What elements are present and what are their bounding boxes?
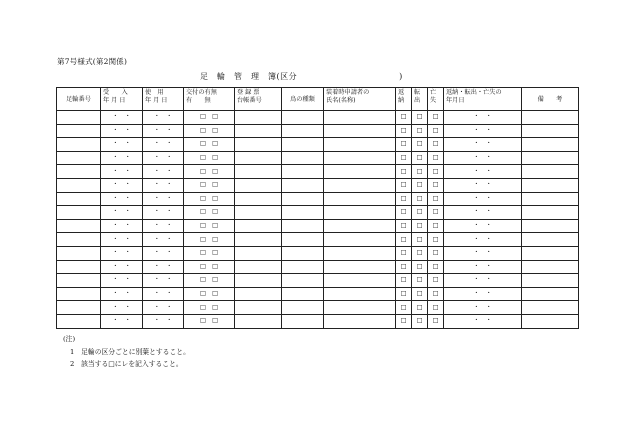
table-row <box>57 192 579 206</box>
received-date-cell[interactable]: ・ ・ <box>101 246 143 260</box>
bird-kind-cell[interactable] <box>282 233 324 247</box>
disposal-date-cell[interactable]: ・ ・ <box>444 138 522 152</box>
document-title: 足 輪 管 理 簿(区分 ) <box>200 72 403 81</box>
bird-kind-cell[interactable] <box>282 192 324 206</box>
header-issued-line1: 交付の有無 <box>186 89 217 96</box>
bird-kind-cell[interactable] <box>282 124 324 138</box>
transferred-checkbox-cell[interactable]: □ <box>412 111 428 125</box>
received-date-cell[interactable]: ・ ・ <box>101 192 143 206</box>
applicant-name-cell[interactable] <box>324 274 396 288</box>
ring-number-cell[interactable] <box>57 151 101 165</box>
table-row <box>57 287 579 301</box>
lost-checkbox-cell[interactable]: □ <box>428 246 444 260</box>
remarks-cell[interactable] <box>522 138 579 152</box>
table-row <box>57 111 579 125</box>
returned-checkbox-cell[interactable]: □ <box>396 314 412 328</box>
remarks-cell[interactable] <box>522 287 579 301</box>
ring-number-cell[interactable] <box>57 274 101 288</box>
header-received-line2: 年 月 日 <box>103 97 126 104</box>
issued-checkbox-cell[interactable]: □ □ <box>184 246 235 260</box>
returned-checkbox-cell[interactable]: □ <box>396 124 412 138</box>
header-row <box>57 88 579 111</box>
disposal-date-cell[interactable]: ・ ・ <box>444 192 522 206</box>
header-disposal-line2: 年月日 <box>446 97 465 104</box>
registry-number-cell[interactable] <box>235 233 282 247</box>
used-date-cell[interactable]: ・ ・ <box>143 124 184 138</box>
returned-checkbox-cell[interactable]: □ <box>396 151 412 165</box>
bird-kind-cell[interactable] <box>282 219 324 233</box>
header-used-line1: 使 用 <box>145 89 164 96</box>
returned-checkbox-cell[interactable]: □ <box>396 178 412 192</box>
transferred-checkbox-cell[interactable]: □ <box>412 165 428 179</box>
lost-checkbox-cell[interactable]: □ <box>428 206 444 220</box>
lost-checkbox-cell[interactable]: □ <box>428 178 444 192</box>
lost-checkbox-cell[interactable]: □ <box>428 111 444 125</box>
bird-kind-cell[interactable] <box>282 138 324 152</box>
remarks-cell[interactable] <box>522 260 579 274</box>
disposal-date-cell[interactable]: ・ ・ <box>444 165 522 179</box>
header-ring-number: 足輪番号 <box>57 88 101 111</box>
header-disposal-date <box>444 88 522 111</box>
applicant-name-cell[interactable] <box>324 111 396 125</box>
transferred-checkbox-cell[interactable]: □ <box>412 206 428 220</box>
applicant-name-cell[interactable] <box>324 124 396 138</box>
transferred-checkbox-cell[interactable]: □ <box>412 219 428 233</box>
transferred-checkbox-cell[interactable]: □ <box>412 124 428 138</box>
received-date-cell[interactable]: ・ ・ <box>101 260 143 274</box>
header-lost <box>428 88 444 111</box>
remarks-cell[interactable] <box>522 124 579 138</box>
disposal-date-cell[interactable]: ・ ・ <box>444 219 522 233</box>
bird-kind-cell[interactable] <box>282 274 324 288</box>
received-date-cell[interactable]: ・ ・ <box>101 219 143 233</box>
disposal-date-cell[interactable]: ・ ・ <box>444 206 522 220</box>
issued-checkbox-cell[interactable]: □ □ <box>184 260 235 274</box>
issued-checkbox-cell[interactable]: □ □ <box>184 219 235 233</box>
header-registry-line2: 台帳番号 <box>237 97 262 104</box>
disposal-date-cell[interactable]: ・ ・ <box>444 314 522 328</box>
remarks-cell[interactable] <box>522 151 579 165</box>
header-received-date <box>101 88 143 111</box>
applicant-name-cell[interactable] <box>324 138 396 152</box>
disposal-date-cell[interactable]: ・ ・ <box>444 274 522 288</box>
received-date-cell[interactable]: ・ ・ <box>101 274 143 288</box>
bird-kind-cell[interactable] <box>282 287 324 301</box>
bird-kind-cell[interactable] <box>282 178 324 192</box>
table-row <box>57 138 579 152</box>
header-applicant-line1: 装着時申請者の <box>326 89 370 96</box>
received-date-cell[interactable]: ・ ・ <box>101 301 143 315</box>
header-applicant-name <box>324 88 396 111</box>
table-row <box>57 314 579 328</box>
bird-kind-cell[interactable] <box>282 314 324 328</box>
header-registry-line1: 登 録 票 <box>237 89 260 96</box>
note-2: 2 該当する□にレを記入すること。 <box>70 360 183 368</box>
remarks-cell[interactable] <box>522 274 579 288</box>
returned-checkbox-cell[interactable]: □ <box>396 287 412 301</box>
table-row <box>57 178 579 192</box>
ring-number-cell[interactable] <box>57 301 101 315</box>
ring-number-cell[interactable] <box>57 314 101 328</box>
remarks-cell[interactable] <box>522 246 579 260</box>
applicant-name-cell[interactable] <box>324 178 396 192</box>
header-returned-line1: 返 <box>398 89 405 96</box>
used-date-cell[interactable]: ・ ・ <box>143 165 184 179</box>
used-date-cell[interactable]: ・ ・ <box>143 246 184 260</box>
received-date-cell[interactable]: ・ ・ <box>101 138 143 152</box>
ring-number-cell[interactable] <box>57 206 101 220</box>
header-remarks: 備 考 <box>522 88 579 111</box>
header-used-date <box>143 88 184 111</box>
form-number-label: 第7号様式(第2関係) <box>57 57 128 66</box>
bird-kind-cell[interactable] <box>282 246 324 260</box>
disposal-date-cell[interactable]: ・ ・ <box>444 178 522 192</box>
received-date-cell[interactable]: ・ ・ <box>101 178 143 192</box>
transferred-checkbox-cell[interactable]: □ <box>412 274 428 288</box>
remarks-cell[interactable] <box>522 178 579 192</box>
applicant-name-cell[interactable] <box>324 260 396 274</box>
transferred-checkbox-cell[interactable]: □ <box>412 314 428 328</box>
received-date-cell[interactable]: ・ ・ <box>101 233 143 247</box>
received-date-cell[interactable]: ・ ・ <box>101 287 143 301</box>
ring-number-cell[interactable] <box>57 287 101 301</box>
bird-kind-cell[interactable] <box>282 111 324 125</box>
returned-checkbox-cell[interactable]: □ <box>396 206 412 220</box>
used-date-cell[interactable]: ・ ・ <box>143 219 184 233</box>
returned-checkbox-cell[interactable]: □ <box>396 246 412 260</box>
returned-checkbox-cell[interactable]: □ <box>396 111 412 125</box>
lost-checkbox-cell[interactable]: □ <box>428 138 444 152</box>
used-date-cell[interactable]: ・ ・ <box>143 314 184 328</box>
returned-checkbox-cell[interactable]: □ <box>396 165 412 179</box>
disposal-date-cell[interactable]: ・ ・ <box>444 151 522 165</box>
header-transferred-line1: 転 <box>414 89 421 96</box>
registry-number-cell[interactable] <box>235 206 282 220</box>
registry-number-cell[interactable] <box>235 151 282 165</box>
disposal-date-cell[interactable]: ・ ・ <box>444 246 522 260</box>
remarks-cell[interactable] <box>522 206 579 220</box>
transferred-checkbox-cell[interactable]: □ <box>412 178 428 192</box>
received-date-cell[interactable]: ・ ・ <box>101 124 143 138</box>
bird-kind-cell[interactable] <box>282 206 324 220</box>
issued-checkbox-cell[interactable]: □ □ <box>184 138 235 152</box>
used-date-cell[interactable]: ・ ・ <box>143 192 184 206</box>
applicant-name-cell[interactable] <box>324 301 396 315</box>
ring-number-cell[interactable] <box>57 138 101 152</box>
returned-checkbox-cell[interactable]: □ <box>396 219 412 233</box>
transferred-checkbox-cell[interactable]: □ <box>412 233 428 247</box>
remarks-cell[interactable] <box>522 165 579 179</box>
ring-number-cell[interactable] <box>57 260 101 274</box>
returned-checkbox-cell[interactable]: □ <box>396 233 412 247</box>
issued-checkbox-cell[interactable]: □ □ <box>184 274 235 288</box>
lost-checkbox-cell[interactable]: □ <box>428 274 444 288</box>
issued-checkbox-cell[interactable]: □ □ <box>184 314 235 328</box>
table-row <box>57 274 579 288</box>
transferred-checkbox-cell[interactable]: □ <box>412 246 428 260</box>
header-transferred-line2: 出 <box>414 97 421 104</box>
transferred-checkbox-cell[interactable]: □ <box>412 151 428 165</box>
registry-number-cell[interactable] <box>235 260 282 274</box>
registry-number-cell[interactable] <box>235 178 282 192</box>
header-returned-line2: 納 <box>398 97 405 104</box>
received-date-cell[interactable]: ・ ・ <box>101 206 143 220</box>
remarks-cell[interactable] <box>522 301 579 315</box>
registry-number-cell[interactable] <box>235 219 282 233</box>
lost-checkbox-cell[interactable]: □ <box>428 287 444 301</box>
disposal-date-cell[interactable]: ・ ・ <box>444 124 522 138</box>
ring-number-cell[interactable] <box>57 178 101 192</box>
ring-number-cell[interactable] <box>57 246 101 260</box>
returned-checkbox-cell[interactable]: □ <box>396 260 412 274</box>
applicant-name-cell[interactable] <box>324 165 396 179</box>
issued-checkbox-cell[interactable]: □ □ <box>184 206 235 220</box>
disposal-date-cell[interactable]: ・ ・ <box>444 233 522 247</box>
used-date-cell[interactable]: ・ ・ <box>143 301 184 315</box>
transferred-checkbox-cell[interactable]: □ <box>412 260 428 274</box>
transferred-checkbox-cell[interactable]: □ <box>412 138 428 152</box>
remarks-cell[interactable] <box>522 219 579 233</box>
lost-checkbox-cell[interactable]: □ <box>428 151 444 165</box>
issued-checkbox-cell[interactable]: □ □ <box>184 287 235 301</box>
note-1: 1 足輪の区分ごとに別葉とすること。 <box>70 347 190 356</box>
disposal-date-cell[interactable]: ・ ・ <box>444 301 522 315</box>
issued-checkbox-cell[interactable]: □ □ <box>184 151 235 165</box>
ring-number-cell[interactable] <box>57 219 101 233</box>
lost-checkbox-cell[interactable]: □ <box>428 314 444 328</box>
used-date-cell[interactable]: ・ ・ <box>143 206 184 220</box>
returned-checkbox-cell[interactable]: □ <box>396 192 412 206</box>
bird-kind-cell[interactable] <box>282 151 324 165</box>
remarks-cell[interactable] <box>522 111 579 125</box>
lost-checkbox-cell[interactable]: □ <box>428 301 444 315</box>
issued-checkbox-cell[interactable]: □ □ <box>184 301 235 315</box>
table-row <box>57 301 579 315</box>
ring-register-table <box>56 87 579 329</box>
lost-checkbox-cell[interactable]: □ <box>428 219 444 233</box>
used-date-cell[interactable]: ・ ・ <box>143 111 184 125</box>
table-row <box>57 246 579 260</box>
ring-number-cell[interactable] <box>57 124 101 138</box>
ring-number-cell[interactable] <box>57 111 101 125</box>
used-date-cell[interactable]: ・ ・ <box>143 274 184 288</box>
registry-number-cell[interactable] <box>235 138 282 152</box>
registry-number-cell[interactable] <box>235 274 282 288</box>
bird-kind-cell[interactable] <box>282 301 324 315</box>
transferred-checkbox-cell[interactable]: □ <box>412 192 428 206</box>
applicant-name-cell[interactable] <box>324 151 396 165</box>
bird-kind-cell[interactable] <box>282 165 324 179</box>
applicant-name-cell[interactable] <box>324 246 396 260</box>
applicant-name-cell[interactable] <box>324 233 396 247</box>
header-lost-line1: 亡 <box>430 89 437 96</box>
applicant-name-cell[interactable] <box>324 219 396 233</box>
registry-number-cell[interactable] <box>235 314 282 328</box>
header-disposal-line1: 返納・転出・亡失の <box>446 89 502 96</box>
remarks-cell[interactable] <box>522 314 579 328</box>
disposal-date-cell[interactable]: ・ ・ <box>444 287 522 301</box>
header-lost-line2: 失 <box>430 97 437 104</box>
header-issued-status <box>184 88 235 111</box>
lost-checkbox-cell[interactable]: □ <box>428 165 444 179</box>
issued-checkbox-cell[interactable]: □ □ <box>184 192 235 206</box>
issued-checkbox-cell[interactable]: □ □ <box>184 165 235 179</box>
registry-number-cell[interactable] <box>235 111 282 125</box>
registry-number-cell[interactable] <box>235 287 282 301</box>
received-date-cell[interactable]: ・ ・ <box>101 151 143 165</box>
lost-checkbox-cell[interactable]: □ <box>428 233 444 247</box>
header-bird-kind: 鳥の種類 <box>282 88 324 111</box>
notes-heading: (注) <box>63 335 76 343</box>
notes-section <box>63 333 190 371</box>
ring-number-cell[interactable] <box>57 233 101 247</box>
ring-number-cell[interactable] <box>57 165 101 179</box>
bird-kind-cell[interactable] <box>282 260 324 274</box>
issued-checkbox-cell[interactable]: □ □ <box>184 111 235 125</box>
remarks-cell[interactable] <box>522 192 579 206</box>
table-row <box>57 165 579 179</box>
issued-checkbox-cell[interactable]: □ □ <box>184 233 235 247</box>
registry-number-cell[interactable] <box>235 301 282 315</box>
table-row <box>57 124 579 138</box>
header-transferred <box>412 88 428 111</box>
table-row <box>57 260 579 274</box>
used-date-cell[interactable]: ・ ・ <box>143 233 184 247</box>
registry-number-cell[interactable] <box>235 246 282 260</box>
disposal-date-cell[interactable]: ・ ・ <box>444 111 522 125</box>
used-date-cell[interactable]: ・ ・ <box>143 151 184 165</box>
returned-checkbox-cell[interactable]: □ <box>396 138 412 152</box>
received-date-cell[interactable]: ・ ・ <box>101 111 143 125</box>
header-returned <box>396 88 412 111</box>
lost-checkbox-cell[interactable]: □ <box>428 124 444 138</box>
table-row <box>57 233 579 247</box>
issued-checkbox-cell[interactable]: □ □ <box>184 124 235 138</box>
issued-checkbox-cell[interactable]: □ □ <box>184 178 235 192</box>
remarks-cell[interactable] <box>522 233 579 247</box>
used-date-cell[interactable]: ・ ・ <box>143 178 184 192</box>
header-received-line1: 受 入 <box>103 89 128 96</box>
transferred-checkbox-cell[interactable]: □ <box>412 287 428 301</box>
table-row <box>57 219 579 233</box>
returned-checkbox-cell[interactable]: □ <box>396 274 412 288</box>
registry-number-cell[interactable] <box>235 192 282 206</box>
applicant-name-cell[interactable] <box>324 287 396 301</box>
header-registry-number <box>235 88 282 111</box>
lost-checkbox-cell[interactable]: □ <box>428 192 444 206</box>
used-date-cell[interactable]: ・ ・ <box>143 287 184 301</box>
header-issued-line2: 有 無 <box>186 97 211 104</box>
table-row <box>57 206 579 220</box>
returned-checkbox-cell[interactable]: □ <box>396 301 412 315</box>
ring-number-cell[interactable] <box>57 192 101 206</box>
transferred-checkbox-cell[interactable]: □ <box>412 301 428 315</box>
used-date-cell[interactable]: ・ ・ <box>143 138 184 152</box>
lost-checkbox-cell[interactable]: □ <box>428 260 444 274</box>
received-date-cell[interactable]: ・ ・ <box>101 314 143 328</box>
registry-number-cell[interactable] <box>235 165 282 179</box>
header-used-line2: 年 月 日 <box>145 97 168 104</box>
applicant-name-cell[interactable] <box>324 314 396 328</box>
header-applicant-line2: 氏名(名称) <box>326 97 356 104</box>
applicant-name-cell[interactable] <box>324 192 396 206</box>
used-date-cell[interactable]: ・ ・ <box>143 260 184 274</box>
disposal-date-cell[interactable]: ・ ・ <box>444 260 522 274</box>
register-body <box>57 111 579 329</box>
applicant-name-cell[interactable] <box>324 206 396 220</box>
table-row <box>57 151 579 165</box>
received-date-cell[interactable]: ・ ・ <box>101 165 143 179</box>
registry-number-cell[interactable] <box>235 124 282 138</box>
